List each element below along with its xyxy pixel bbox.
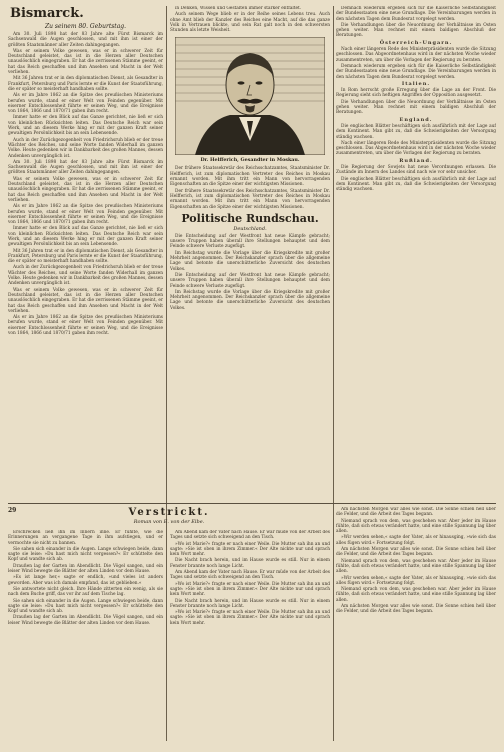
subsection-heading: Rußland. (399, 157, 433, 164)
paragraph: Die Verhandlungen über die Neuordnung der Verhältnisse im Osten gehen weiter. Man rechnet mit einem baldigen Abschluß der Beratungen. (336, 22, 496, 39)
paragraph: Nach einer längeren Rede des Ministerpräsidenten wurde die Sitzung geschlossen. Das Abgeordnetenhaus wird in der nächsten Woche wieder zusammentreten, um über die Vorlagen der Regierung zu beraten. (336, 47, 496, 63)
middle-column (170, 6, 330, 501)
paragraph: Am 30. Juli 1898 hat der 83 Jahre alte Fürst Bismarck im Sachsenwald die Augen geschlossen, und mit ihm ist einer der größten Staatsmänner aller Zeiten dahingegangen. (8, 159, 163, 176)
paragraph: Mit 36 Jahren trat er in den diplomatischen Dienst, als Gesandter in Frankfurt, Petersburg und Paris lernte er die Kunst der Staatsführung, die er später so meisterhaft handhaben sollte. (8, 76, 163, 92)
right-column (336, 6, 496, 501)
paragraph: Was er seinem Volke gewesen, was er in schwerer Zeit für Deutschland geleistet, das ist in die Herzen aller Deutschen unauslöschlich eingegraben. Er hat die zerrissenen Stämme geeint, er hat das Reich geschaffen und ihm Ansehen und Macht in der Welt verliehen. (8, 176, 163, 203)
paragraph: Die englischen Blätter beschäftigen sich ausführlich mit der Lage auf dem Kontinent. Man gibt zu, daß die Schwierigkeiten der Versorgung ständig wachsen. (336, 123, 496, 140)
paragraph: Niemand sprach von dem, was geschehen war. Aber jeder im Hause fühlte, daß sich etwas verändert hatte, und eine stille Spannung lag über allen. (336, 587, 496, 603)
paragraph: Sie sahen sich einander in die Augen. Lange schwiegen beide, dann sagte sie leise: »Du hast mich nicht vergessen?« Er schüttelte den Kopf und wandte sich ab. (8, 546, 163, 563)
paragraph: In Rom herrscht große Erregung über die Lage an der Front. Die Regierung sieht sich heftigen Angriffen der Opposition ausgesetzt. (336, 88, 496, 99)
paragraph: Sie antwortete nicht gleich. Ihre Hände zitterten ein wenig, als sie nach dem Buche griff, das vor ihr auf dem Tische lag. (8, 586, 163, 598)
serial-column-3 (336, 507, 496, 748)
paragraph: »Wir werden sehen,« sagte der Vater, als er hinausging, »wie sich das alles fügen wird.« Fortsetzung folgt. (336, 535, 496, 546)
paragraph: Am nächsten Morgen war alles wie sonst. Die Sonne schien hell über die Felder, und die Arbeit des Tages begann. (336, 507, 496, 518)
paragraph: »Wo ist Marie?« fragte er nach einer Weile. Die Mutter sah ihn an und sagte: »Sie ist oben in ihrem Zimmer.« Der Alte nickte nur und sprach kein Wort mehr. (170, 581, 330, 598)
paragraph: Demnach wiederum ergeben sich für die Kaiserliche Selbständigkeit der Bundesstaaten eine neue Grundlage. Die Vereinbarungen werden in den nächsten Tagen dem Bundesrat vorgelegt werden. (336, 63, 496, 80)
paragraph: Was er seinem Volke gewesen, was er in schwerer Zeit für Deutschland geleistet, das ist in die Herzen aller Deutschen unauslöschlich eingegraben. Er hat die zerrissenen Stämme geeint, er hat das Reich geschaffen und ihm Ansehen und Macht in der Welt verliehen. (8, 48, 163, 76)
paragraph: »Wo ist Marie?« fragte er nach einer Weile. Die Mutter sah ihn an und sagte: »Sie ist oben in ihrem Zimmer.« Der Alte nickte nur und sprach kein Wort mehr. (170, 541, 330, 558)
paragraph: Draußen lag der Garten im Abendlicht. Die Vögel sangen, und ein leiser Wind bewegte die Blätter der alten Linden vor dem Hause. (8, 563, 163, 575)
paragraph: Immer hatte er den Blick auf das Ganze gerichtet, nie ließ er sich von kleinlichen Rücksichten leiten. Das Deutsche Reich war sein Werk, und an diesem Werke hing er mit der ganzen Kraft seiner gewaltigen Persönlichkeit bis an sein Lebensende. (8, 226, 163, 248)
serial-column-1 (8, 530, 163, 748)
portrait-engraving (175, 37, 325, 155)
paragraph: Immer hatte er den Blick auf das Ganze gerichtet, nie ließ er sich von kleinlichen Rücksichten leiten. Das Deutsche Reich war sein Werk, und an diesem Werke hing er mit der ganzen Kraft seiner gewaltigen Persönlichkeit bis an sein Lebensende. (8, 115, 163, 137)
paragraph: »Wir werden sehen,« sagte der Vater, als er hinausging, »wie sich das alles fügen wird.« Fortsetzung folgt. (336, 575, 496, 586)
paragraph: Die Nacht brach herein, und im Hause wurde es still. Nur in einem Fenster brannte noch lange Licht. (170, 558, 330, 569)
subsection-heading: England. (399, 116, 433, 123)
column-rule (166, 6, 167, 741)
paragraph: Niemand sprach von dem, was geschehen war. Aber jeder im Hause fühlte, daß sich etwas verändert hatte, und eine stille Spannung lag über allen. (336, 518, 496, 535)
paragraph: Was er seinem Volke gewesen, was er in schwerer Zeit für Deutschland geleistet, das ist in die Herzen aller Deutschen unauslöschlich eingegraben. Er hat die zerrissenen Stämme geeint, er hat das Reich geschaffen und ihm Ansehen und Macht in der Welt verliehen. (8, 287, 163, 314)
paragraph: »Wo ist Marie?« fragte er nach einer Weile. Die Mutter sah ihn an und sagte: »Sie ist oben in ihrem Zimmer.« Der Alte nickte nur und sprach kein Wort mehr. (170, 610, 330, 626)
paragraph: »Es ist lange her,« sagte er endlich, »und vieles ist anders geworden. Aber was ich damals empfand, das ist geblieben.« (8, 575, 163, 586)
bismarck-article (8, 6, 163, 501)
paragraph: Auch in der Zurückgezogenheit von Friedrichsruh blieb er der treue Wächter des Reiches, und seine Worte fanden Widerhall im ganzen Volke. Heute gedenken wir in Dankbarkeit des großen Mannes, dessen Andenken unvergänglich ist. (8, 137, 163, 159)
paragraph: Im Reichstag wurde die Vorlage über die Kriegskredite mit großer Mehrheit angenommen. Der Reichskanzler sprach über die allgemeine Lage und betonte die unerschütterliche Zuversicht des deutschen Volkes. (170, 289, 330, 311)
column-rule (333, 6, 334, 741)
paragraph: Nach einer längeren Rede des Ministerpräsidenten wurde die Sitzung geschlossen. Das Abgeordnetenhaus wird in der nächsten Woche wieder zusammentreten, um über die Vorlagen der Regierung zu beraten. (336, 140, 496, 157)
serial-subtitle: Roman von E. von der Elbe. (133, 519, 205, 525)
paragraph: Erschrecken ließ ihn im Innern inne. Er fühlte, wie die Erinnerungen an vergangene Tage in ihm aufstiegen, und er vermochte sie nicht zu bannen. (8, 530, 163, 546)
page-number: 29 (8, 507, 17, 514)
section-divider (8, 503, 496, 504)
paragraph: Als er im Jahre 1862 an die Spitze des preußischen Ministeriums berufen wurde, stand er einer Welt von Feinden gegenüber. Mit eiserner Entschlossenheit führte er seinen Weg, und die Ereignisse von 1864, 1866 und 1870/71 gaben ihm recht. (8, 93, 163, 115)
paragraph: Am nächsten Morgen war alles wie sonst. Die Sonne schien hell über die Felder, und die Arbeit des Tages begann. (336, 604, 496, 615)
rundschau-title: Politische Rundschau. (181, 211, 319, 225)
paragraph: Als er im Jahre 1862 an die Spitze des preußischen Ministeriums berufen wurde, stand er einer Welt von Feinden gegenüber. Mit eiserner Entschlossenheit führte er seinen Weg, und die Ereignisse von 1864, 1866 und 1870/71 gaben ihm recht. (8, 315, 163, 337)
paragraph: Auch seinem Wege blieb er in der Reihe seines Lebens treu. Auch ohne Amt blieb der Kanzler des Reiches eine Macht, auf die das ganze Volk in Vertrauen blickte, und sein Rat galt noch in den schwersten Stunden als letzte Weisheit. (170, 12, 330, 34)
paragraph: Der frühere Staatssekretär des Reichsschatzamtes, Staatsminister Dr. Helfferich, ist zum diplomatischen Vertreter des Reiches in Moskau ernannt worden. Mit ihm tritt ein Mann von hervorragenden Eigenschaften an die Spitze einer der wichtigsten Missionen. (170, 166, 330, 188)
paragraph: Die Entscheidung auf der Westfront hat neue Kämpfe gebracht; unsere Truppen haben überall ihre Stellungen behauptet und dem Feinde schwere Verluste zugefügt. (170, 233, 330, 250)
rundschau-subtitle: Deutschland. (233, 225, 267, 232)
paragraph: Die Regierung der Sowjets hat neue Verordnungen erlassen. Die Zustände im Innern des Landes sind nach wie vor sehr unsicher. (336, 165, 496, 176)
portrait-caption: Dr. Helfferich, Gesandter in Moskau. (200, 157, 300, 164)
article-title: Bismarck. (10, 6, 84, 21)
paragraph: Niemand sprach von dem, was geschehen war. Aber jeder im Hause fühlte, daß sich etwas verändert hatte, und eine stille Spannung lag über allen. (336, 558, 496, 575)
paragraph: in Denken, Wissen und Gestalten immer stärker entfaltet. (175, 6, 302, 11)
paragraph: Im Reichstag wurde die Vorlage über die Kriegskredite mit großer Mehrheit angenommen. Der Reichskanzler sprach über die allgemeine Lage und betonte die unerschütterliche Zuversicht des deutschen Volkes. (170, 250, 330, 272)
subsection-heading: Italien. (401, 80, 431, 87)
serial-column-2 (170, 530, 330, 748)
subsection-heading: Österreich-Ungarn. (379, 39, 453, 46)
article-dedication: Zu seinem 80. Geburtstag. (44, 23, 127, 30)
paragraph: Am Abend kam der Vater nach Hause. Er war müde von der Arbeit des Tages und setzte sich schweigend an den Tisch. (170, 570, 330, 581)
news-body (336, 6, 496, 193)
paragraph: Am 30. Juli 1898 hat der 83 Jahre alte Fürst Bismarck im Sachsenwald die Augen geschlossen, und mit ihm ist einer der größten Staatsmänner aller Zeiten dahingegangen. (8, 32, 163, 48)
paragraph: Der frühere Staatssekretär des Reichsschatzamtes, Staatsminister Dr. Helfferich, ist zum diplomatischen Vertreter des Reiches in Moskau ernannt worden. Mit ihm tritt ein Mann von hervorragenden Eigenschaften an die Spitze einer der wichtigsten Missionen. (170, 188, 330, 210)
paragraph: Die Verhandlungen über die Neuordnung der Verhältnisse im Osten gehen weiter. Man rechnet mit einem baldigen Abschluß der Beratungen. (336, 99, 496, 116)
paragraph: Sie sahen sich einander in die Augen. Lange schwiegen beide, dann sagte sie leise: »Du hast mich nicht vergessen?« Er schüttelte den Kopf und wandte sich ab. (8, 598, 163, 615)
serial-title: Verstrickt. (128, 507, 210, 518)
paragraph: Die Nacht brach herein, und im Hause wurde es still. Nur in einem Fenster brannte noch lange Licht. (170, 598, 330, 609)
continued-text (170, 6, 330, 33)
rundschau-body (170, 234, 330, 311)
serial-header (8, 507, 330, 525)
paragraph: Am nächsten Morgen war alles wie sonst. Die Sonne schien hell über die Felder, und die Arbeit des Tages begann. (336, 547, 496, 558)
paragraph: Auch in der Zurückgezogenheit von Friedrichsruh blieb er der treue Wächter des Reiches, und seine Worte fanden Widerhall im ganzen Volke. Heute gedenken wir in Dankbarkeit des großen Mannes, dessen Andenken unvergänglich ist. (8, 265, 163, 287)
paragraph: Mit 36 Jahren trat er in den diplomatischen Dienst, als Gesandter in Frankfurt, Petersburg und Paris lernte er die Kunst der Staatsführung, die er später so meisterhaft handhaben sollte. (8, 248, 163, 265)
paragraph: Die englischen Blätter beschäftigen sich ausführlich mit der Lage auf dem Kontinent. Man gibt zu, daß die Schwierigkeiten der Versorgung ständig wachsen. (336, 176, 496, 193)
paragraph: Am Abend kam der Vater nach Hause. Er war müde von der Arbeit des Tages und setzte sich schweigend an den Tisch. (170, 530, 330, 541)
paragraph: Draußen lag der Garten im Abendlicht. Die Vögel sangen, und ein leiser Wind bewegte die Blätter der alten Linden vor dem Hause. (8, 615, 163, 626)
caption-article (170, 166, 330, 209)
article-body (8, 32, 163, 336)
paragraph: Als er im Jahre 1862 an die Spitze des preußischen Ministeriums berufen wurde, stand er einer Welt von Feinden gegenüber. Mit eiserner Entschlossenheit führte er seinen Weg, und die Ereignisse von 1864, 1866 und 1870/71 gaben ihm recht. (8, 204, 163, 226)
paragraph: Die Entscheidung auf der Westfront hat neue Kämpfe gebracht; unsere Truppen haben überall ihre Stellungen behauptet und dem Feinde schwere Verluste zugefügt. (170, 272, 330, 289)
paragraph: Demnach wiederum ergeben sich für die Kaiserliche Selbständigkeit der Bundesstaaten eine neue Grundlage. Die Vereinbarungen werden in den nächsten Tagen dem Bundesrat vorgelegt werden. (336, 6, 496, 22)
